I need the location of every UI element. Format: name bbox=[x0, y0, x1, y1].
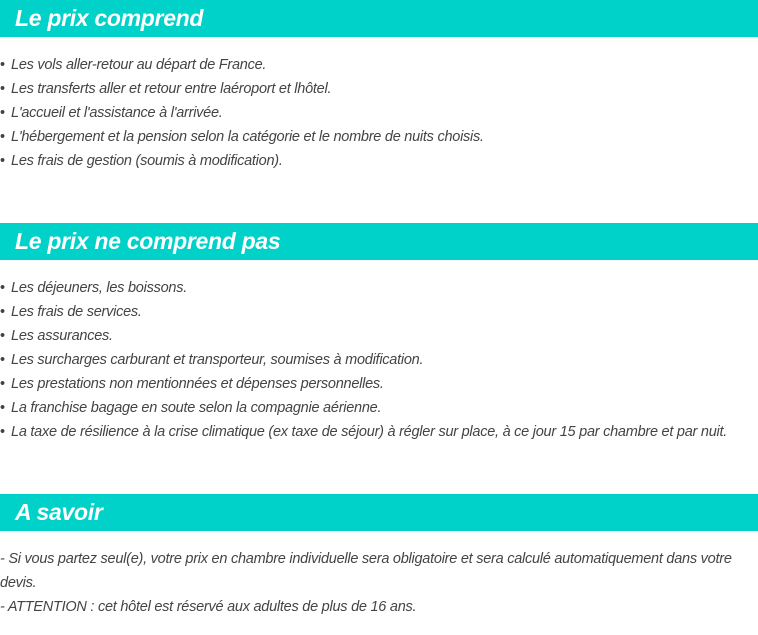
list-item bbox=[0, 101, 484, 125]
section-header-good-to-know bbox=[0, 494, 758, 531]
list-item bbox=[0, 77, 484, 101]
not-included-list bbox=[0, 276, 727, 444]
bullet-icon: • bbox=[0, 376, 5, 392]
bullet-icon: • bbox=[0, 280, 5, 296]
list-item-text: La taxe de résilience à la crise climatique (ex taxe de séjour) à régler sur place, à ce jour 15 par chambre et par nuit. bbox=[11, 424, 728, 440]
info-paragraph-adults-only: - ATTENTION : cet hôtel est réservé aux adultes de plus de 16 ans. bbox=[0, 599, 417, 615]
list-item-text: Les frais de services. bbox=[11, 304, 142, 320]
list-item-text: La franchise bagage en soute selon la compagnie aérienne. bbox=[11, 400, 382, 416]
section-title: Le prix comprend bbox=[15, 5, 204, 31]
list-item-text: L'accueil et l'assistance à l'arrivée. bbox=[11, 105, 223, 121]
section-title: A savoir bbox=[15, 499, 103, 525]
list-item-text: L'hébergement et la pension selon la catégorie et le nombre de nuits choisis. bbox=[11, 129, 484, 145]
list-item bbox=[0, 372, 727, 396]
list-item-text: Les assurances. bbox=[11, 328, 113, 344]
list-item bbox=[0, 125, 484, 149]
bullet-icon: • bbox=[0, 57, 5, 73]
bullet-icon: • bbox=[0, 153, 5, 169]
list-item-text: Les frais de gestion (soumis à modification). bbox=[11, 153, 283, 169]
section-header-not-included bbox=[0, 223, 758, 260]
list-item bbox=[0, 149, 484, 173]
list-item-text: Les transferts aller et retour entre laéroport et lhôtel. bbox=[11, 81, 332, 97]
bullet-icon: • bbox=[0, 81, 5, 97]
list-item-text: Les déjeuners, les boissons. bbox=[11, 280, 187, 296]
info-paragraph-single-room: - Si vous partez seul(e), votre prix en chambre individuelle sera obligatoire et sera calculé automatiquement dans votre devis. bbox=[0, 551, 732, 591]
list-item bbox=[0, 276, 727, 300]
list-item bbox=[0, 324, 727, 348]
bullet-icon: • bbox=[0, 400, 5, 416]
included-list bbox=[0, 53, 484, 173]
list-item bbox=[0, 348, 727, 372]
bullet-icon: • bbox=[0, 105, 5, 121]
section-header-included bbox=[0, 0, 758, 37]
list-item bbox=[0, 53, 484, 77]
bullet-icon: • bbox=[0, 424, 5, 440]
section-title: Le prix ne comprend pas bbox=[15, 228, 281, 254]
list-item-text: Les surcharges carburant et transporteur, soumises à modification. bbox=[11, 352, 424, 368]
list-item-text: Les vols aller-retour au départ de France. bbox=[11, 57, 267, 73]
list-item bbox=[0, 420, 727, 444]
list-item bbox=[0, 300, 727, 324]
list-item-text: Les prestations non mentionnées et dépenses personnelles. bbox=[11, 376, 384, 392]
bullet-icon: • bbox=[0, 129, 5, 145]
bullet-icon: • bbox=[0, 328, 5, 344]
bullet-icon: • bbox=[0, 304, 5, 320]
list-item bbox=[0, 396, 727, 420]
bullet-icon: • bbox=[0, 352, 5, 368]
